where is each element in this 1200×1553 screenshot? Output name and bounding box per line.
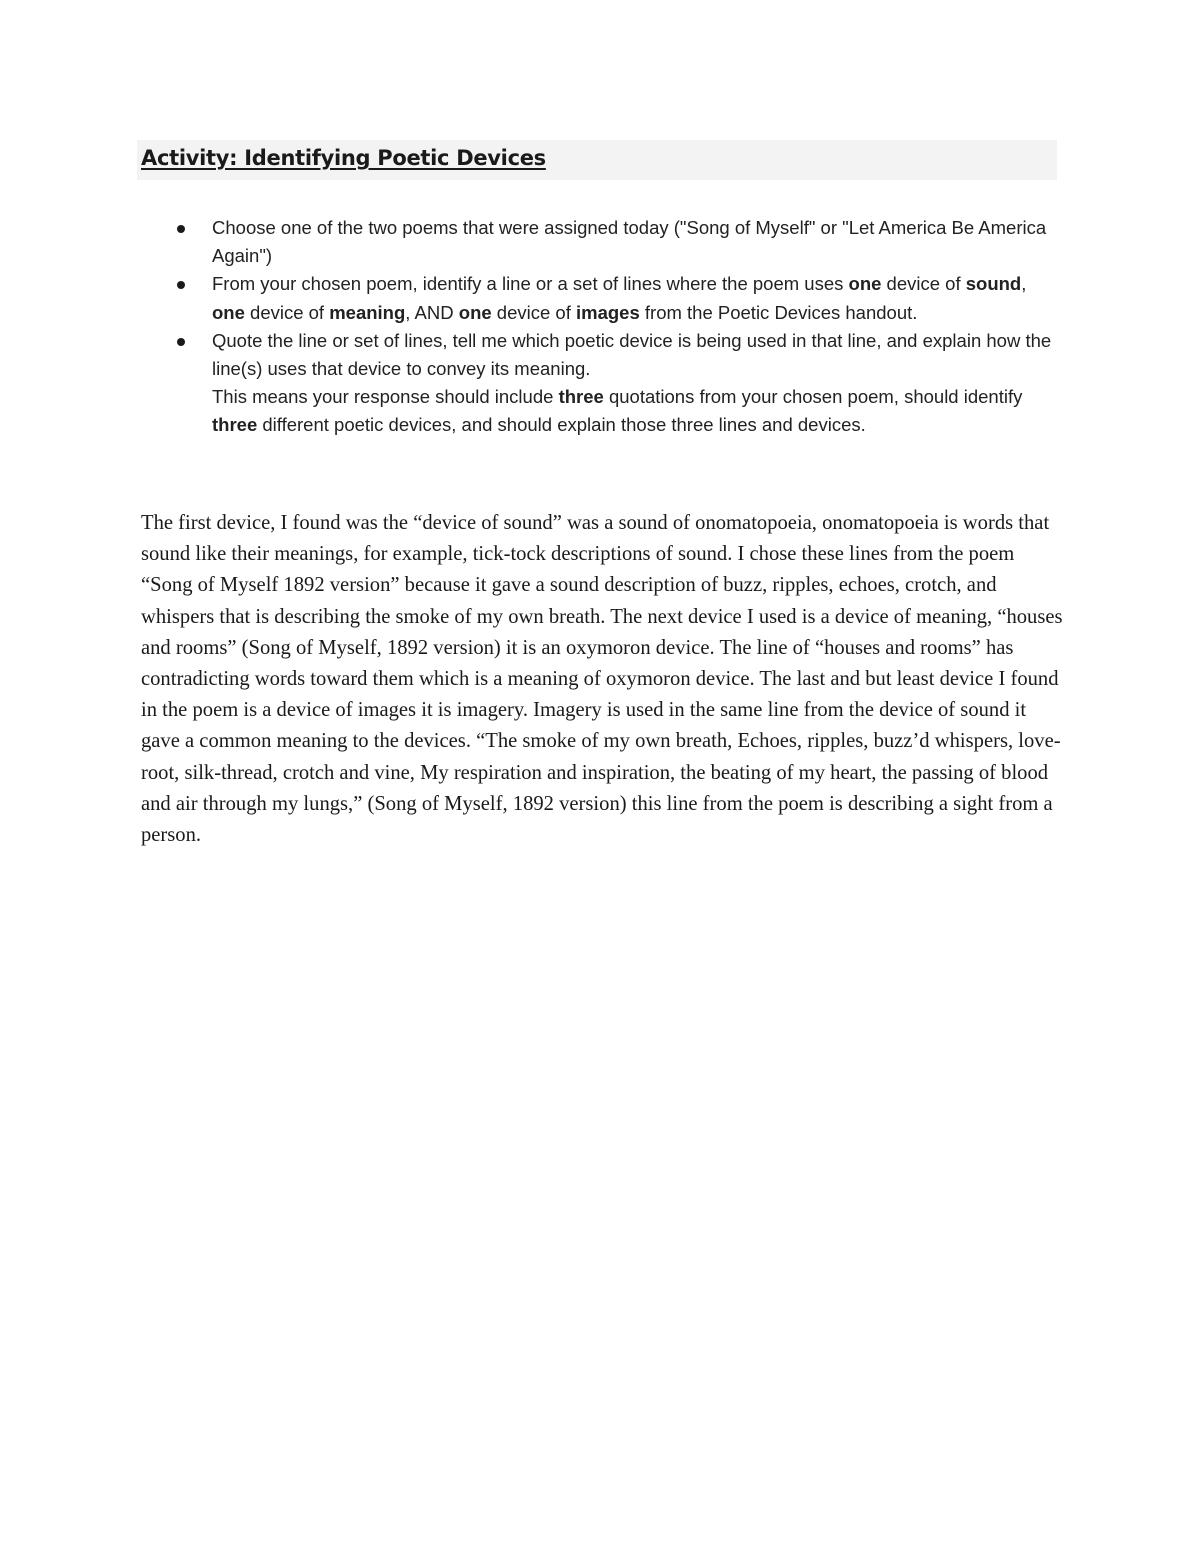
bullet-icon [177,281,185,289]
instruction-text: Quote the line or set of lines, tell me which poetic device is being used in that line, and explain how the line(s) uses that device to convey its meaning. [212,329,1052,380]
emphasis-text: images [575,301,640,323]
instruction-text: quotations from your chosen poem, should identify [603,386,1023,408]
instruction-text: device of [881,273,966,295]
emphasis-text: one [458,301,492,323]
list-item [172,214,1062,270]
list-item [172,327,1062,440]
list-item [172,270,1062,326]
instruction-text: device of [491,301,576,323]
page-title: Activity: Identifying Poetic Devices [141,146,546,170]
instruction-text: From your chosen poem, identify a line or a set of lines where the poem uses [212,273,849,295]
instruction-text: Choose one of the two poems that were assigned today ("Song of Myself" or "Let America Be America Again") [212,217,1047,267]
instruction-text: from the Poetic Devices handout. [639,301,918,323]
essay-paragraph: The first device, I found was the “device of sound” was a sound of onomatopoeia, onomatopoeia is words that sound like their meanings, for example, tick-tock descriptions of sound. I chose these lines from the poem “Song of Myself 1892 version” because it gave a sound description of buzz, ripples, echoes, crotch, and whispers that is describing the smoke of my own breath. The next device I used is a device of meaning, “houses and rooms” (Song of Myself, 1892 version) it is an oxymoron device. The line of “houses and rooms” has contradicting words toward them which is a meaning of oxymoron device. The last and but least device I found in the poem is a device of images it is imagery. Imagery is used in the same line from the device of sound it gave a common meaning to the devices. “The smoke of my own breath, Echoes, ripples, buzz’d whispers, love-root, silk-thread, crotch and vine, My respiration and inspiration, the beating of my heart, the passing of blood and air through my lungs,” (Song of Myself, 1892 version) this line from the poem is describing a sight from a person. [141,512,1063,847]
emphasis-text: three [558,386,604,408]
instruction-text: different poetic devices, and should explain those three lines and devices. [257,414,866,436]
bullet-icon [177,225,185,233]
instruction-text: , [1021,273,1027,295]
emphasis-text: meaning [329,301,406,323]
bullet-icon [177,338,185,346]
emphasis-text: sound [965,273,1022,295]
instruction-list [172,214,1062,440]
emphasis-text: one [212,301,245,323]
instruction-text: This means your response should include [212,386,559,408]
emphasis-text: one [848,273,882,295]
instruction-text: device of [244,301,330,323]
emphasis-text: three [212,414,258,436]
instruction-text: , AND [405,301,459,323]
